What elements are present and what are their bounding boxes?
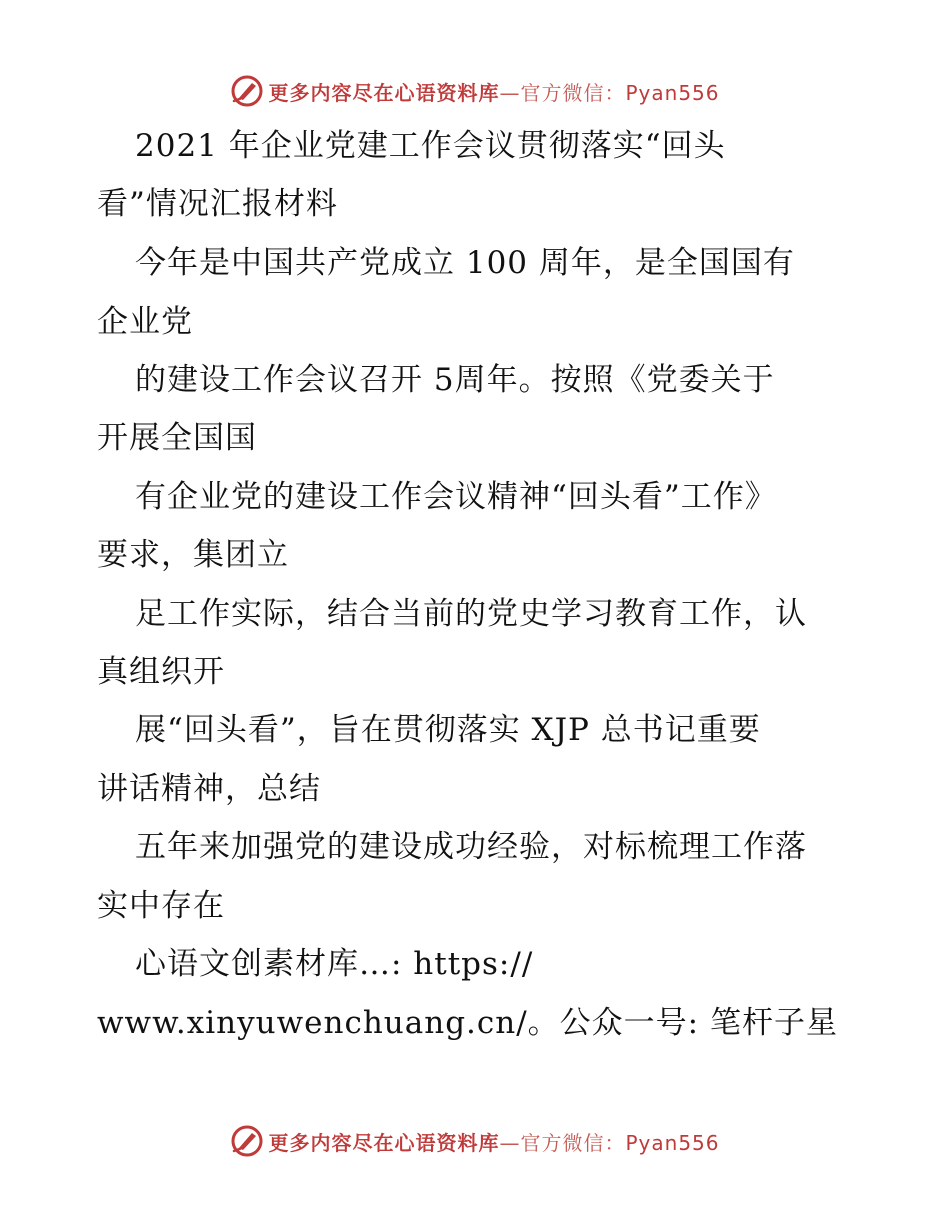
body-line: 实中存在 bbox=[97, 888, 225, 924]
watermark-separator: — bbox=[499, 80, 521, 105]
watermark-text bbox=[268, 1127, 719, 1156]
body-line: 今年是中国共产党成立 100 周年，是全国国有 bbox=[135, 245, 795, 281]
watermark-separator: — bbox=[499, 1130, 521, 1155]
footer-watermark bbox=[0, 1121, 950, 1161]
body-line: 心语文创素材库…: https:// bbox=[135, 946, 534, 982]
body-line: 足工作实际，结合当前的党史学习教育工作，认 bbox=[135, 596, 807, 632]
body-line: 要求，集团立 bbox=[97, 537, 289, 573]
header-watermark bbox=[0, 71, 950, 111]
body-line: www.xinyuwenchuang.cn/。公众一号: 笔杆子星 bbox=[97, 1005, 838, 1041]
quill-pen-logo-icon bbox=[230, 74, 264, 108]
document-title-line-1: 2021 年企业党建工作会议贯彻落实“回头 bbox=[135, 128, 726, 164]
body-line: 五年来加强党的建设成功经验，对标梳理工作落 bbox=[135, 829, 807, 865]
body-line: 有企业党的建设工作会议精神“回头看”工作》 bbox=[135, 479, 777, 515]
watermark-account: Pyan556 bbox=[625, 80, 720, 105]
body-line: 开展全国国 bbox=[97, 420, 257, 456]
watermark-contact: 官方微信： bbox=[520, 1130, 626, 1155]
body-line: 的建设工作会议召开 5周年。按照《党委关于 bbox=[135, 362, 775, 398]
body-line: 讲话精神，总结 bbox=[97, 771, 321, 807]
watermark-text bbox=[268, 77, 719, 106]
watermark-contact: 官方微信： bbox=[520, 80, 626, 105]
body-line: 真组织开 bbox=[97, 654, 225, 690]
document-title-line-2: 看”情况汇报材料 bbox=[97, 186, 338, 222]
watermark-account: Pyan556 bbox=[625, 1130, 720, 1155]
body-line: 企业党 bbox=[97, 304, 193, 340]
watermark-brand: 更多内容尽在心语资料库 bbox=[268, 1130, 500, 1155]
quill-pen-logo-icon bbox=[230, 1124, 264, 1158]
body-line: 展“回头看”，旨在贯彻落实 XJP 总书记重要 bbox=[135, 712, 761, 748]
watermark-brand: 更多内容尽在心语资料库 bbox=[268, 80, 500, 105]
